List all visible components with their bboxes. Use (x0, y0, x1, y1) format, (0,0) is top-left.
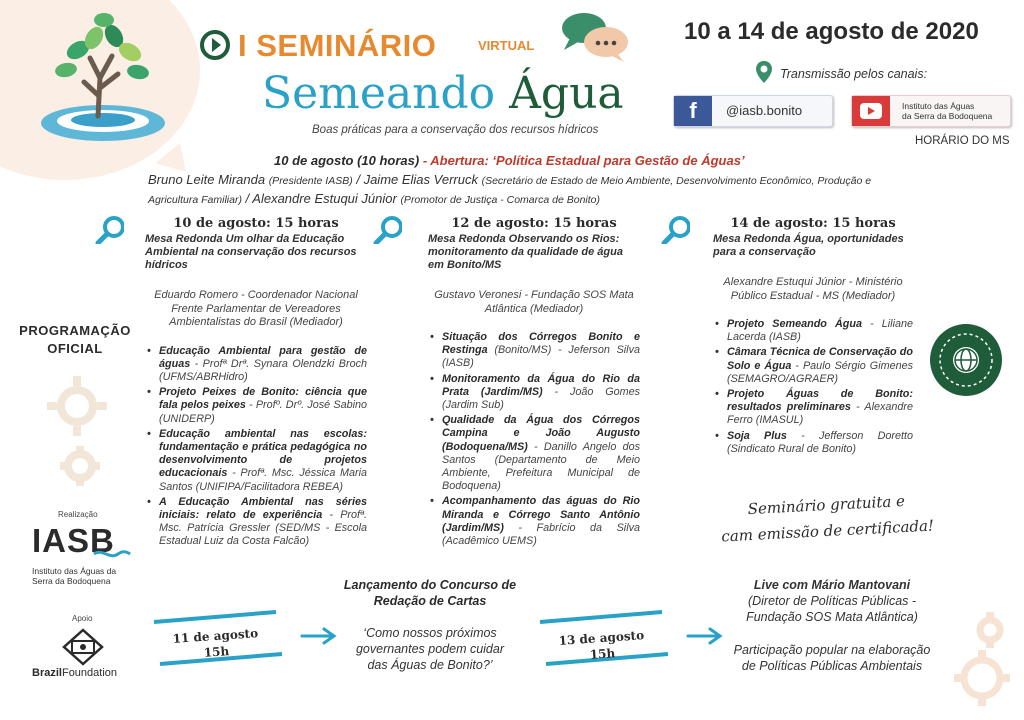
talk-speaker: - Alexandre Ferro (IMASUL) (727, 401, 913, 427)
live-title: Live com Mário Mantovani (753, 578, 911, 592)
talk-title: Projeto Semeando Água (727, 318, 862, 330)
talk-speaker: - Liliane Lacerda (IASB) (727, 318, 913, 344)
talk-speaker: - Profº. Drº. José Sabino (UNIDERP) (159, 399, 367, 425)
globe-icon (928, 322, 1004, 398)
programacao-oficial-label: PROGRAMAÇÃO OFICIAL (19, 323, 131, 356)
magnifier-icon (660, 214, 690, 244)
free-line-2: cam emissão de certificada! (720, 516, 935, 546)
participation-note: Participação popular na elaboração de Políticas Públicas Ambientais (733, 643, 931, 673)
session-column-1 (145, 216, 367, 551)
opening-label: - Abertura: (419, 153, 493, 168)
date-aug-13-time: 15h (589, 646, 616, 662)
session-1-moderator: Eduardo Romero - Coordenador Nacional Frente Parlamentar de Vereadores Ambientalistas do Brasil (Mediador) (154, 289, 358, 328)
talk-item (145, 428, 367, 494)
talk-item (713, 430, 913, 456)
talk-speaker: - Danillo Angelo dos Santos (Departamento de Meio Ambiente, Prefeitura Municipal de Bodoquena) (442, 440, 640, 493)
title-semeando: Semeando (262, 68, 510, 119)
talk-item (713, 346, 913, 386)
talk-title: Câmara Técnica de Conservação do Solo e Água (727, 346, 913, 372)
talk-item (428, 414, 640, 493)
transmission-label: Transmissão pelos canais: (780, 67, 928, 81)
magnifier-icon (94, 214, 124, 244)
session-3-subtitle: Mesa Redonda Água, oportunidades para a conservação (713, 233, 904, 258)
date-aug-13-day: 13 de agosto (558, 628, 645, 648)
talk-speaker: - Jefferson Doretto (Sindicato Rural de Bonito) (727, 429, 913, 455)
talk-speaker: - Paulo Sérgio Gimenes (SEMAGRO/AGRAER) (727, 359, 914, 385)
seminar-main-title (262, 68, 624, 119)
speaker-1-name: Bruno Leite Miranda (148, 172, 269, 187)
talk-title: Qualidade da Água dos Córregos Campina e João Augusto (Bodoquena/MS) (442, 414, 640, 453)
iasb-logo: IASB (32, 522, 115, 559)
iasb-subtitle: Instituto das Águas da Serra da Bodoquena (32, 566, 117, 586)
session-3-title: 14 de agosto: 15 horas (730, 216, 896, 231)
gear-decoration-icon (42, 376, 112, 496)
youtube-line-1: Instituto das Águas (902, 101, 975, 111)
talk-item (713, 388, 913, 428)
session-3-moderator: Alexandre Estuqui Júnior - Ministério Público Estadual - MS (Mediador) (723, 276, 903, 302)
date-aug-11 (151, 618, 282, 673)
date-aug-11-day: 11 de agosto (172, 626, 259, 646)
realizacao-label: Realização (58, 510, 98, 519)
youtube-icon (852, 96, 890, 126)
talk-title: Situação dos Córregos Bonito e Restinga (442, 331, 640, 357)
talk-speaker: (Bonito/MS) - Jeferson Silva (IASB) (442, 344, 640, 370)
timezone-label: HORÁRIO DO MS (915, 135, 1010, 147)
magnifier-icon (372, 214, 402, 244)
opening-speakers (148, 171, 918, 209)
opening-date: 10 de agosto (10 horas) (274, 153, 420, 168)
talk-item (145, 386, 367, 426)
iasb-wave-icon (92, 546, 132, 562)
seminar-title-virtual: VIRTUAL (478, 38, 535, 53)
speaker-3-name: / Alexandre Estuqui Júnior (241, 191, 401, 206)
talk-speaker: - Fabrício da Silva (Acadêmico UEMS) (442, 521, 640, 548)
talk-title: Projeto Peixes de Bonito: ciência que fala pelos peixes (159, 386, 367, 412)
session-column-2 (428, 216, 640, 550)
youtube-line-2: da Serra da Bodoquena (902, 111, 993, 121)
play-circle-icon (199, 29, 231, 61)
seminar-title-prefix: I SEMINÁRIO (238, 28, 437, 63)
location-pin-icon (755, 60, 773, 84)
free-line-1: Seminário gratuita e (747, 491, 906, 519)
session-3-talks (713, 318, 913, 456)
talk-title: Monitoramento da Água do Rio da Prata (Jardim/MS) (442, 372, 640, 398)
talk-item (428, 331, 640, 371)
chat-bubbles-icon (556, 8, 636, 64)
talk-item (145, 496, 367, 549)
facebook-handle: @iasb.bonito (726, 103, 803, 118)
session-1-subtitle: Mesa Redonda Um olhar da Educação Ambiental na conservação dos recursos hídricos (145, 233, 357, 271)
speaker-2-name: / Jaime Elias Verruck (352, 172, 482, 187)
title-agua: Água (509, 68, 624, 119)
facebook-channel-link[interactable] (673, 95, 833, 127)
session-1-talks (145, 345, 367, 549)
apoio-label: Apoio (72, 614, 93, 623)
arrow-right-icon (686, 626, 726, 646)
talk-item (428, 373, 640, 413)
youtube-channel-link[interactable] (851, 95, 1011, 127)
session-2-subtitle: Mesa Redonda Observando os Rios: monitoramento da qualidade de água em Bonito/MS (428, 233, 623, 271)
session-2-title: 12 de agosto: 15 horas (451, 216, 617, 231)
tree-logo-icon (28, 8, 178, 148)
gear-decoration-icon (950, 610, 1020, 710)
opening-theme: ‘Política Estadual para Gestão de Águas’ (492, 153, 745, 168)
talk-item (428, 495, 640, 548)
contest-question: ‘Como nossos próximos governantes podem cuidar das Águas de Bonito?’ (355, 626, 504, 672)
live-speaker-role: (Diretor de Políticas Públicas - Fundação SOS Mata Atlântica) (746, 594, 918, 624)
event-dates: 10 a 14 de agosto de 2020 (684, 18, 979, 45)
talk-title: Acompanhamento das águas do Rio Miranda e Córrego Santo Antônio (Jardim/MS) (442, 495, 640, 534)
talk-speaker: - Profª. Msc. Patrícia Gressler (SED/MS - Escola Estadual Luiz da Costa Falcão) (159, 508, 367, 548)
talk-item (713, 318, 913, 344)
seminar-tagline: Boas práticas para a conservação dos recursos hídricos (312, 124, 599, 136)
youtube-channel-name (902, 101, 992, 121)
talk-speaker: - Profª. Msc. Jéssica Maria Santos (UNIFIPA/Facilitadora REBEA) (159, 467, 367, 493)
talk-speaker: - João Gomes (Jardim Sub) (442, 385, 640, 412)
brazil-word: Brazil (32, 667, 62, 679)
free-seminar-note (711, 486, 943, 550)
talk-title: Soja Plus (727, 429, 787, 442)
speaker-1-role: (Presidente IASB) (268, 175, 353, 187)
talk-item (145, 345, 367, 385)
live-session (727, 577, 937, 625)
talk-title: Educação Ambiental para gestão de águas (159, 344, 367, 370)
talk-title: Projeto Águas de Bonito: resultados preliminares (727, 388, 913, 414)
date-aug-13 (537, 620, 668, 675)
session-2-talks (428, 331, 640, 548)
session-1-title: 10 de agosto: 15 horas (173, 216, 339, 231)
foundation-word: Foundation (61, 667, 118, 679)
date-aug-11-time: 15h (203, 644, 230, 660)
talk-title: Educação ambiental nas escolas: fundamentação e prática pedagógica no desenvolvimento de projetos educacionais (159, 427, 367, 480)
facebook-icon: f (674, 96, 712, 126)
opening-heading (274, 153, 745, 168)
session-column-3 (713, 216, 913, 458)
talk-title: A Educação Ambiental nas séries iniciais: relato de experiência (159, 495, 367, 521)
speaker-2-role: (Secretário de Estado de Meio Ambiente, Desenvolvimento Econômico, Produção e Agricultura Familiar) (148, 175, 872, 206)
contest-title: Lançamento do Concurso de Redação de Cartas (343, 578, 517, 608)
brazil-foundation-icon (58, 628, 108, 666)
arrow-right-icon (300, 626, 340, 646)
talk-speaker: - Profª Drª. Synara Olendzki Broch (UFMS/ABRHidro) (159, 357, 367, 383)
session-2-moderator: Gustavo Veronesi - Fundação SOS Mata Atlântica (Mediador) (434, 289, 634, 315)
brazil-foundation-logo (32, 667, 117, 679)
speaker-3-role: (Promotor de Justiça - Comarca de Bonito) (400, 194, 601, 206)
